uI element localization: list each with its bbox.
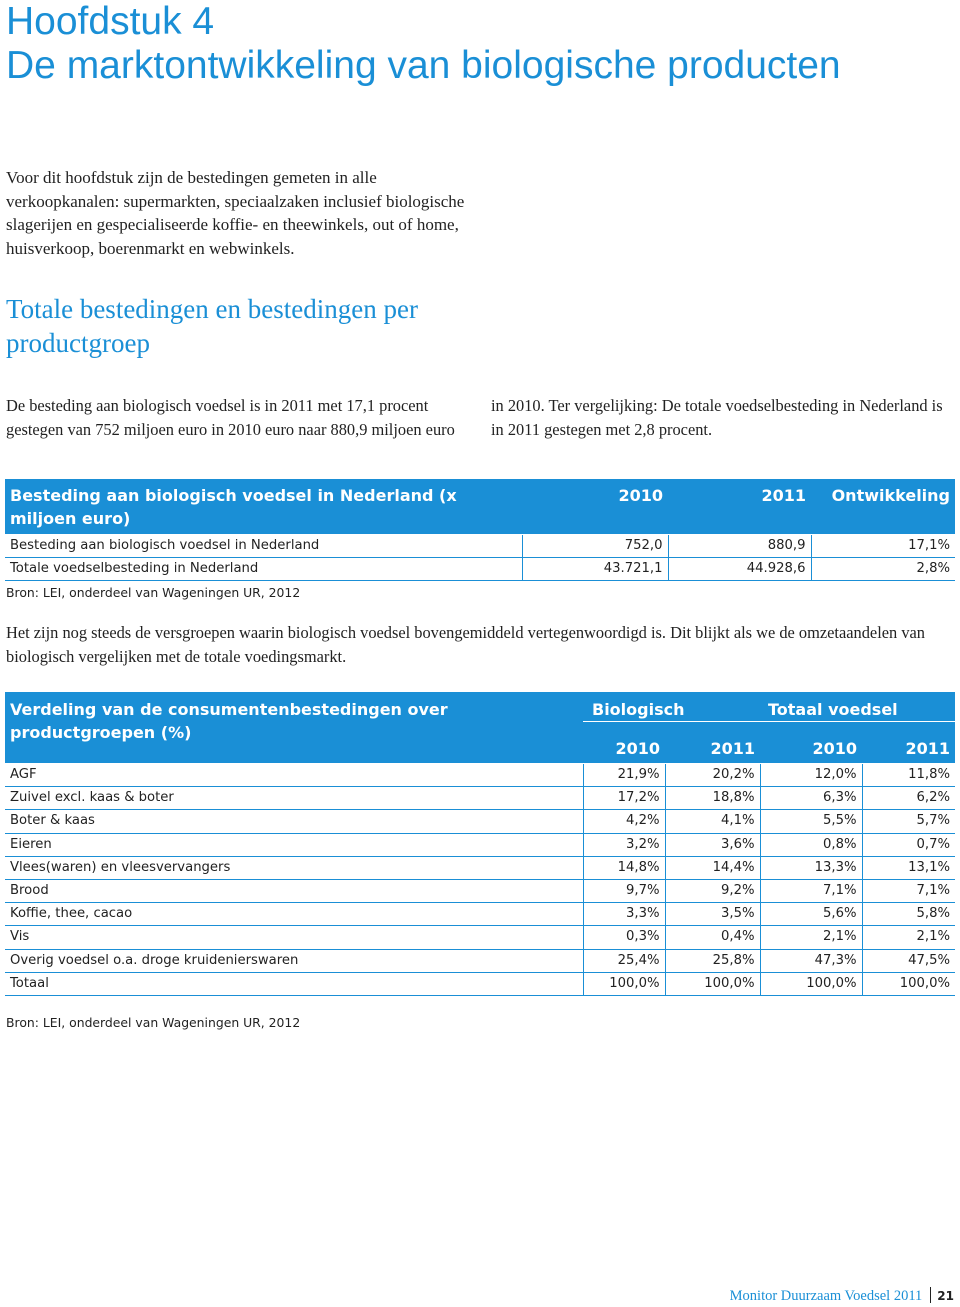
cell-total-2010: 7,1% (760, 879, 862, 902)
group-totaal-voedsel: Totaal voedsel (760, 692, 955, 722)
row-label: Totaal (5, 972, 583, 995)
cell-total-2011: 2,1% (862, 926, 955, 949)
intro-paragraph: Voor dit hoofdstuk zijn de bestedingen gemeten in alle verkoopkanalen: supermarkten, speciaalzaken inclusief biologische slagerijen en gespecialiseerde koffie- en theewinkels, out of home, huisverkoop, boerenmarkt en webwinkels. (6, 168, 465, 258)
cell-bio-2011: 14,4% (665, 856, 760, 879)
chapter-title: De marktontwikkeling van biologische producten (6, 44, 841, 87)
spending-col-development: Ontwikkeling (811, 479, 955, 535)
cell-bio-2011: 18,8% (665, 787, 760, 810)
distribution-table-title: Verdeling van de consumentenbestedingen over productgroepen (%) (5, 692, 583, 764)
table-row (5, 926, 955, 949)
distribution-table-source: Bron: LEI, onderdeel van Wageningen UR, 2012 (6, 1015, 301, 1030)
table-row (5, 764, 955, 787)
cell-bio-2010: 9,7% (583, 879, 665, 902)
cell-bio-2010: 3,2% (583, 833, 665, 856)
cell-development: 2,8% (811, 558, 955, 581)
cell-total-2011: 5,8% (862, 903, 955, 926)
cell-total-2011: 7,1% (862, 879, 955, 902)
row-label: Brood (5, 879, 583, 902)
table-row (5, 558, 955, 581)
cell-total-2010: 0,8% (760, 833, 862, 856)
cell-total-2011: 5,7% (862, 810, 955, 833)
cell-bio-2011: 9,2% (665, 879, 760, 902)
row-label: Eieren (5, 833, 583, 856)
row-label: Vis (5, 926, 583, 949)
cell-total-2011: 13,1% (862, 856, 955, 879)
cell-bio-2010: 21,9% (583, 764, 665, 787)
section-text-left: De besteding aan biologisch voedsel is in 2011 met 17,1 procent gestegen van 752 miljoen euro in 2010 euro naar 880,9 miljoen euro (6, 396, 455, 439)
table-row (5, 949, 955, 972)
row-label: Totale voedselbesteding in Nederland (5, 558, 522, 581)
table-row (5, 535, 955, 558)
cell-total-2010: 12,0% (760, 764, 862, 787)
section-title: Totale bestedingen en bestedingen per productgroep (6, 294, 418, 358)
cell-total-2011: 100,0% (862, 972, 955, 995)
table-row (5, 903, 955, 926)
distribution-table-header (5, 692, 955, 722)
year-bio-2010: 2010 (583, 722, 665, 764)
cell-bio-2011: 100,0% (665, 972, 760, 995)
section-text-right: in 2010. Ter vergelijking: De totale voedselbesteding in Nederland is in 2011 gestegen met 2,8 procent. (491, 396, 943, 439)
chapter-heading (6, 0, 841, 88)
spending-table-header (5, 479, 955, 535)
footer-divider (930, 1287, 931, 1303)
cell-bio-2011: 3,5% (665, 903, 760, 926)
chapter-number: Hoofdstuk 4 (6, 0, 215, 43)
cell-2010: 752,0 (522, 535, 668, 558)
cell-2011: 44.928,6 (668, 558, 811, 581)
year-total-2011: 2011 (862, 722, 955, 764)
cell-total-2010: 13,3% (760, 856, 862, 879)
row-label: Vlees(waren) en vleesvervangers (5, 856, 583, 879)
table-row (5, 879, 955, 902)
cell-total-2011: 47,5% (862, 949, 955, 972)
cell-development: 17,1% (811, 535, 955, 558)
cell-bio-2011: 25,8% (665, 949, 760, 972)
table-row (5, 972, 955, 995)
page-number: 21 (937, 1289, 954, 1303)
cell-bio-2010: 100,0% (583, 972, 665, 995)
row-label: Koffie, thee, cacao (5, 903, 583, 926)
cell-bio-2010: 4,2% (583, 810, 665, 833)
cell-2011: 880,9 (668, 535, 811, 558)
cell-bio-2010: 25,4% (583, 949, 665, 972)
row-label: AGF (5, 764, 583, 787)
cell-bio-2011: 0,4% (665, 926, 760, 949)
table-row (5, 810, 955, 833)
row-label: Boter & kaas (5, 810, 583, 833)
cell-total-2010: 47,3% (760, 949, 862, 972)
cell-2010: 43.721,1 (522, 558, 668, 581)
distribution-table (5, 692, 955, 996)
cell-bio-2010: 17,2% (583, 787, 665, 810)
cell-total-2010: 6,3% (760, 787, 862, 810)
table-row (5, 833, 955, 856)
cell-total-2011: 11,8% (862, 764, 955, 787)
cell-bio-2010: 14,8% (583, 856, 665, 879)
row-label: Overig voedsel o.a. droge kruidenierswaren (5, 949, 583, 972)
spending-table-title: Besteding aan biologisch voedsel in Nederland (x miljoen euro) (5, 479, 522, 535)
year-bio-2011: 2011 (665, 722, 760, 764)
cell-bio-2010: 0,3% (583, 926, 665, 949)
table-row (5, 856, 955, 879)
table-row (5, 787, 955, 810)
group-biologisch: Biologisch (583, 692, 760, 722)
spending-table-source: Bron: LEI, onderdeel van Wageningen UR, 2012 (6, 585, 301, 600)
cell-total-2010: 100,0% (760, 972, 862, 995)
spending-col-2011: 2011 (668, 479, 811, 535)
year-total-2010: 2010 (760, 722, 862, 764)
spending-table (5, 479, 955, 581)
cell-total-2011: 6,2% (862, 787, 955, 810)
cell-bio-2010: 3,3% (583, 903, 665, 926)
body-paragraph: Het zijn nog steeds de versgroepen waarin biologisch voedsel bovengemiddeld vertegenwoordigd is. Dit blijkt als we de omzetaandelen van biologisch vergelijken met de totale voedingsmarkt. (6, 623, 925, 666)
cell-bio-2011: 3,6% (665, 833, 760, 856)
cell-total-2010: 2,1% (760, 926, 862, 949)
cell-bio-2011: 20,2% (665, 764, 760, 787)
row-label: Besteding aan biologisch voedsel in Nederland (5, 535, 522, 558)
page-footer (730, 1287, 954, 1305)
spending-col-2010: 2010 (522, 479, 668, 535)
cell-total-2010: 5,6% (760, 903, 862, 926)
cell-bio-2011: 4,1% (665, 810, 760, 833)
cell-total-2010: 5,5% (760, 810, 862, 833)
footer-publication-title: Monitor Duurzaam Voedsel 2011 (729, 1288, 923, 1304)
row-label: Zuivel excl. kaas & boter (5, 787, 583, 810)
cell-total-2011: 0,7% (862, 833, 955, 856)
